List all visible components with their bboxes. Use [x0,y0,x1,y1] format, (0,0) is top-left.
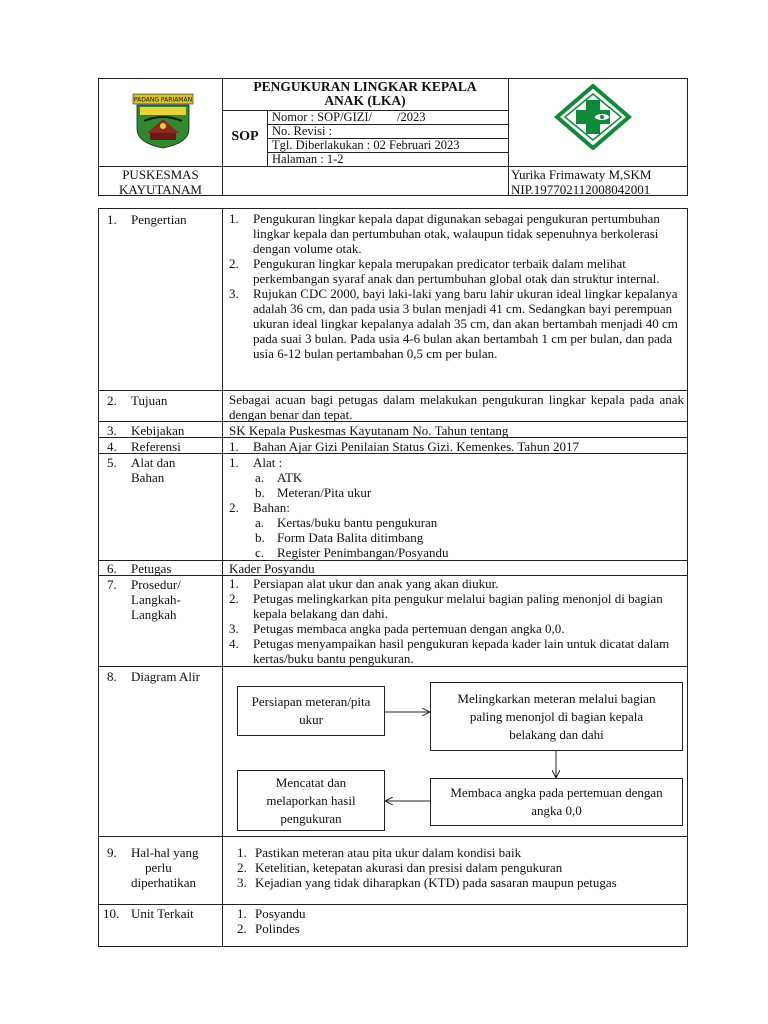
flow-step-persiapan: Persiapan meteran/pita ukur [237,686,385,736]
section-number: 7. [107,577,117,592]
flow-step-melingkarkan: Melingkarkan meteran melalui bagian paling menonjol di bagian kepala belakang dan dahi [430,682,683,751]
section-label-kebijakan: Kebijakan [131,423,185,438]
section-label-referensi: Referensi [131,439,181,454]
revisi-field: No. Revisi : [272,124,333,138]
section-number: 9. [107,845,117,860]
section-number: 8. [107,669,117,684]
signer-block: Yurika Frimawaty M,SKM NIP.197702112008042001 [511,167,652,197]
section-label-tujuan: Tujuan [131,393,168,408]
section-number: 3. [107,423,117,438]
section-label-hal-hal: Hal-hal yang perlu diperhatikan [131,845,199,890]
tgl-field: Tgl. Diberlakukan : 02 Februari 2023 [272,138,460,152]
organization-name: PUSKESMAS KAYUTANAM [119,167,202,197]
nomor-field: Nomor : SOP/GIZI/ /2023 [272,110,426,124]
svg-text:PADANG PARIAMAN: PADANG PARIAMAN [133,96,193,104]
flow-arrows [99,209,687,946]
list-item: 2. Pengukuran lingkar kepala merupakan predicator terbaik dalam melihat perkembangan syaraf anak dan pertumbuhan global otak dan struktur internal. [229,256,660,286]
petugas-content: Kader Posyandu [229,561,315,576]
section-number: 10. [103,906,120,921]
padang-pariaman-logo [132,93,194,149]
section-number: 6. [107,561,117,576]
document-title: PENGUKURAN LINGKAR KEPALA ANAK (LKA) [253,79,477,108]
section-label-diagram-alir: Diagram Alir [131,669,200,684]
flow-step-mencatat: Mencatat dan melaporkan hasil pengukuran [237,770,385,831]
flow-step-membaca: Membaca angka pada pertemuan dengan angka 0,0 [430,778,683,826]
section-number: 4. [107,439,117,454]
section-label-prosedur: Prosedur/ Langkah- Langkah [131,577,181,622]
list-item: 1. Pengukuran lingkar kepala dapat digunakan sebagai pengukuran pertumbuhan lingkar kepala dan pertumbuhan otak, walaupun tidak sepenuhnya berkolerasi dengan volume otak. [229,211,660,256]
section-number: 2. [107,393,117,408]
prosedur-content: 1. Persiapan alat ukur dan anak yang akan diukur. 2. Petugas melingkarkan pita pengukur melalui bagian paling menonjol di bagian kepala belakang dan dahi. 3. Petugas membaca angka pada pertemuan dengan angka 0,0. 4. Petugas menyampaikan hasil pengukuran kepada kader lain untuk dicatat dalam kertas/buku bantu pengukuran. [229,576,670,666]
puskesmas-logo [553,84,633,150]
section-label-pengertian: Pengertian [131,212,187,227]
tujuan-content: Sebagai acuan bagi petugas dalam melakukan pengukuran lingkar kepala pada anak dengan benar dan tepat. [229,392,684,422]
section-label-unit-terkait: Unit Terkait [131,906,194,921]
section-number: 1. [107,212,117,227]
unit-terkait-content: 1. Posyandu 2. Polindes [237,906,306,936]
kebijakan-content: SK Kepala Puskesmas Kayutanam No. Tahun tentang [229,423,509,438]
sop-content-table [98,208,688,947]
section-number: 5. [107,455,117,470]
section-label-alat-bahan: Alat dan Bahan [131,455,176,485]
halaman-field: Halaman : 1-2 [272,152,344,166]
list-item: 3. Rujukan CDC 2000, bayi laki-laki yang baru lahir ukuran ideal lingkar kepalanya adalah 36 cm, dan pada usia 3 bulan menjadi 41 cm. Sedangkan bayi perempuan ukuran ideal lingkar kepalanya adalah 35 cm, dan akan bertambah menjadi 40 cm pada suai 3 bulan. Pada usia 4-6 bulan akan bertambah 1 cm per bulan, dan pada usia 6-12 bulan pertambahan 0,5 cm per bulan. [229,286,678,361]
sop-label: SOP [231,129,259,144]
section-label-petugas: Petugas [131,561,172,576]
alat-bahan-content: 1. Alat : a. ATK b. Meteran/Pita ukur 2. Bahan: a. Kertas/buku bantu pengukuran b. Form Data Balita ditimbang c. Register Penimbangan/Posyandu [229,455,449,560]
referensi-content: 1. Bahan Ajar Gizi Penilaian Status Gizi. Kemenkes. Tahun 2017 [229,439,579,454]
hal-hal-content: 1. Pastikan meteran atau pita ukur dalam kondisi baik 2. Ketelitian, ketepatan akurasi dan presisi dalam pengukuran 3. Kejadian yang tidak diharapkan (KTD) pada sasaran maupun petugas [237,845,617,890]
